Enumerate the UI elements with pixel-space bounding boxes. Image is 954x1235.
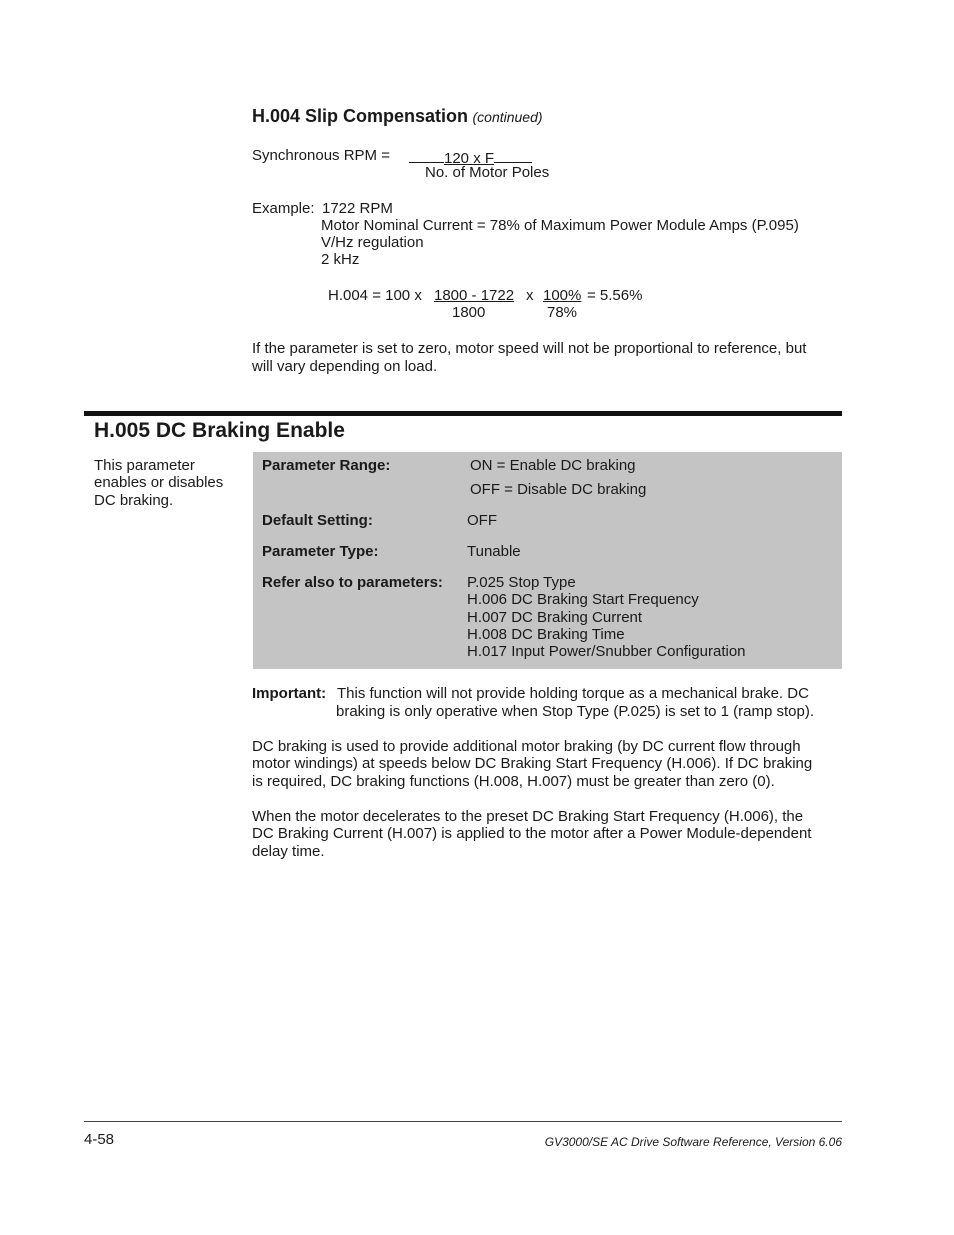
- refer-also-item: H.008 DC Braking Time: [467, 626, 625, 643]
- zero-note-line: If the parameter is set to zero, motor speed will not be proportional to reference, but: [252, 340, 807, 357]
- param-range-value: OFF = Disable DC braking: [470, 481, 647, 498]
- sync-rpm-denominator: No. of Motor Poles: [425, 164, 550, 181]
- parameter-type-label: Parameter Type:: [262, 543, 379, 560]
- paragraph-line: When the motor decelerates to the preset DC Braking Start Frequency (H.006), the: [252, 808, 804, 825]
- formula-lead: H.004 = 100 x: [328, 287, 422, 304]
- paragraph-line: is required, DC braking functions (H.008, H.007) must be greater than zero (0).: [252, 773, 775, 790]
- default-setting-value: OFF: [467, 512, 497, 529]
- formula-times: x: [526, 287, 534, 304]
- refer-also-item: H.017 Input Power/Snubber Configuration: [467, 643, 746, 660]
- paragraph-line: DC Braking Current (H.007) is applied to the motor after a Power Module-dependent: [252, 825, 812, 842]
- important-label: Important:: [252, 685, 327, 702]
- paragraph-line: delay time.: [252, 843, 325, 860]
- formula-numerator-1: 1800 - 1722: [434, 287, 515, 304]
- footer-rule: [84, 1121, 842, 1122]
- paragraph-line: motor windings) at speeds below DC Braking Start Frequency (H.006). If DC braking: [252, 755, 813, 772]
- underline-blank: [409, 147, 444, 163]
- param-range-label: Parameter Range:: [262, 457, 391, 474]
- example-line: V/Hz regulation: [321, 234, 424, 251]
- section-description-line: This parameter: [94, 457, 195, 474]
- parameter-type-value: Tunable: [467, 543, 521, 560]
- section-description-line: enables or disables: [94, 474, 224, 491]
- subsection-heading: [252, 106, 543, 127]
- underline-blank: [494, 147, 532, 163]
- section-description-line: DC braking.: [94, 492, 174, 509]
- zero-note-line: will vary depending on load.: [252, 358, 438, 375]
- formula-result: = 5.56%: [587, 287, 643, 304]
- refer-also-item: P.025 Stop Type: [467, 574, 576, 591]
- paragraph-line: DC braking is used to provide additional motor braking (by DC current flow through: [252, 738, 801, 755]
- important-line: braking is only operative when Stop Type (P.025) is set to 1 (ramp stop).: [336, 703, 815, 720]
- sync-rpm-label: Synchronous RPM =: [252, 147, 390, 164]
- refer-also-label: Refer also to parameters:: [262, 574, 443, 591]
- section-title: H.005 DC Braking Enable: [94, 419, 345, 442]
- example-label: Example:: [252, 200, 315, 217]
- continued-label: (continued): [472, 109, 543, 125]
- important-line: This function will not provide holding torque as a mechanical brake. DC: [337, 685, 809, 702]
- page-number: 4-58: [84, 1131, 115, 1148]
- numerator-text: 120 x F: [444, 150, 495, 167]
- refer-also-item: H.006 DC Braking Start Frequency: [467, 591, 699, 608]
- section-rule: [84, 411, 842, 416]
- footer-doc-title: GV3000/SE AC Drive Software Reference, Version 6.06: [544, 1135, 842, 1149]
- formula-denominator-1: 1800: [452, 304, 486, 321]
- formula-numerator-2: 100%: [543, 287, 582, 304]
- param-range-value: ON = Enable DC braking: [470, 457, 636, 474]
- refer-also-item: H.007 DC Braking Current: [467, 609, 643, 626]
- example-line: Motor Nominal Current = 78% of Maximum Power Module Amps (P.095): [321, 217, 799, 234]
- formula-denominator-2: 78%: [547, 304, 578, 321]
- example-line: 2 kHz: [321, 251, 360, 268]
- example-line: 1722 RPM: [322, 200, 393, 217]
- default-setting-label: Default Setting:: [262, 512, 373, 529]
- subsection-title: H.004 Slip Compensation: [252, 106, 469, 126]
